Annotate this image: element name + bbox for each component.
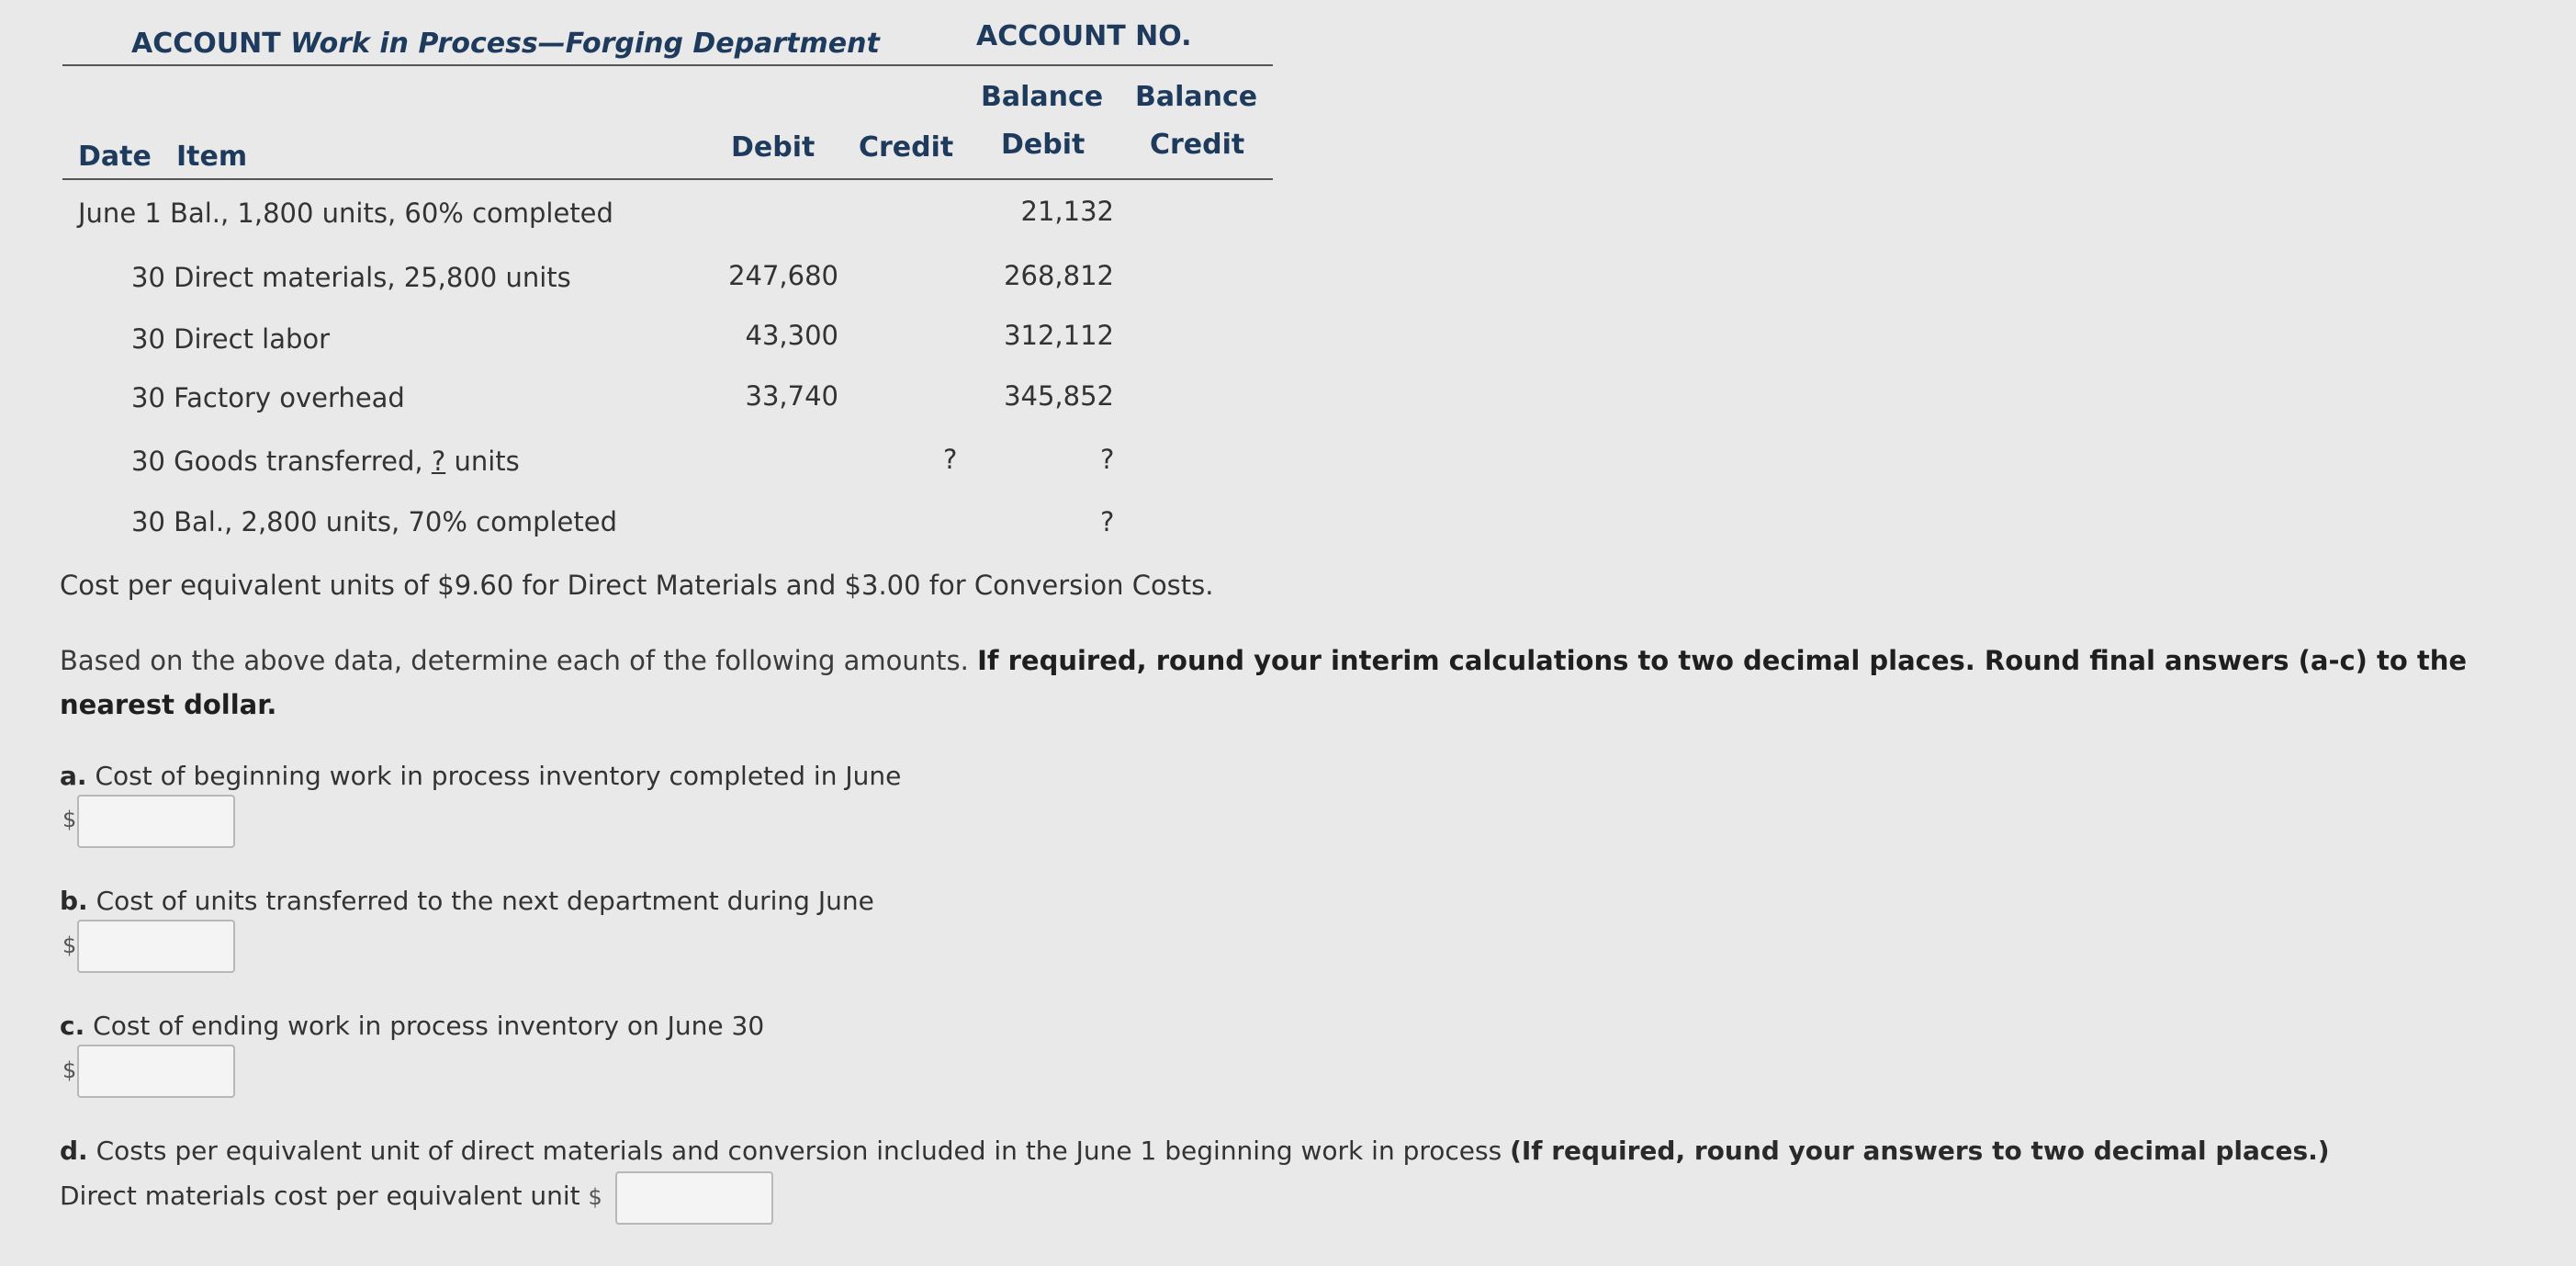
question-d-text: Costs per equivalent unit of direct materials and conversion included in the June 1 beginning work in process (96, 1136, 1502, 1166)
question-d-bold: (If required, round your answers to two decimal places.) (1510, 1136, 2330, 1166)
col-balance-debit-bottom: Debit (1001, 129, 1086, 161)
question-c-text: Cost of ending work in process inventory on June 30 (93, 1011, 765, 1041)
direct-materials-label: Direct materials cost per equivalent unit (60, 1181, 580, 1211)
question-d (60, 1136, 2330, 1166)
table-row (131, 262, 571, 293)
question-b-letter: b. (60, 886, 88, 916)
row-date: June 1 (78, 198, 162, 229)
row-balance-debit: 345,852 (1004, 380, 1114, 412)
answer-a-input[interactable] (77, 795, 235, 848)
row-date: 30 (131, 262, 165, 293)
header-divider-top (62, 64, 1273, 66)
cost-note: Cost per equivalent units of $9.60 for Direct Materials and $3.00 for Conversion Costs. (60, 570, 1214, 601)
row-item-suffix: units (454, 446, 520, 477)
question-b (60, 886, 874, 916)
table-row (131, 382, 405, 413)
table-row (78, 198, 613, 229)
row-item: Bal., 2,800 units, 70% completed (174, 506, 618, 537)
row-balance-debit: 312,112 (1004, 320, 1114, 351)
header-divider-bottom (62, 178, 1273, 180)
currency-symbol: $ (62, 807, 77, 832)
answer-b-input[interactable] (77, 920, 235, 973)
question-c (60, 1011, 764, 1041)
col-item: Item (176, 141, 248, 173)
row-item-unknown: ? (431, 446, 446, 477)
instructions-normal: Based on the above data, determine each of the following amounts. (60, 645, 969, 676)
col-balance-credit-bottom: Credit (1150, 129, 1245, 161)
question-d-direct-materials (60, 1181, 602, 1211)
row-date: 30 (131, 323, 165, 355)
row-debit: 33,740 (745, 380, 838, 412)
row-debit: 247,680 (728, 260, 838, 291)
col-balance-debit-top: Balance (981, 81, 1104, 113)
row-item-prefix: Goods transferred, (174, 446, 423, 477)
row-balance-debit: ? (1100, 506, 1115, 537)
currency-symbol: $ (62, 1057, 77, 1083)
currency-symbol: $ (588, 1184, 602, 1210)
account-title-name: Work in Process—Forging Department (290, 28, 880, 60)
question-a-letter: a. (60, 761, 87, 791)
question-a-text: Cost of beginning work in process inventory completed in June (95, 761, 902, 791)
row-balance-debit: 268,812 (1004, 260, 1114, 291)
currency-symbol: $ (62, 933, 77, 958)
row-date: 30 (131, 506, 165, 537)
table-row (131, 446, 520, 477)
table-row (131, 506, 617, 537)
row-item: Direct labor (174, 323, 331, 355)
question-d-letter: d. (60, 1136, 88, 1166)
row-balance-debit: 21,132 (1020, 196, 1114, 227)
question-b-text: Cost of units transferred to the next department during June (96, 886, 874, 916)
col-balance-credit-top: Balance (1135, 81, 1258, 113)
row-debit: 43,300 (745, 320, 838, 351)
account-title-prefix: ACCOUNT (131, 28, 281, 60)
answer-d-direct-materials-input[interactable] (615, 1171, 773, 1225)
account-no-label: ACCOUNT NO. (976, 20, 1192, 52)
row-date: 30 (131, 446, 165, 477)
instructions-bold: If required, round your interim calculations to two decimal places. Round final answers (a-c) to the nearest dollar. (60, 645, 2468, 720)
row-item: Bal., 1,800 units, 60% completed (170, 198, 613, 229)
col-credit: Credit (859, 131, 954, 164)
row-date: 30 (131, 382, 165, 413)
question-a (60, 761, 901, 791)
row-item: Direct materials, 25,800 units (174, 262, 571, 293)
instructions (60, 639, 2539, 727)
row-credit: ? (943, 444, 958, 475)
row-item: Factory overhead (174, 382, 405, 413)
table-row (131, 323, 330, 355)
account-title (131, 28, 880, 60)
question-c-letter: c. (60, 1011, 85, 1041)
col-debit: Debit (731, 131, 816, 164)
col-date: Date (78, 141, 152, 173)
answer-c-input[interactable] (77, 1045, 235, 1098)
row-balance-debit: ? (1100, 444, 1115, 475)
